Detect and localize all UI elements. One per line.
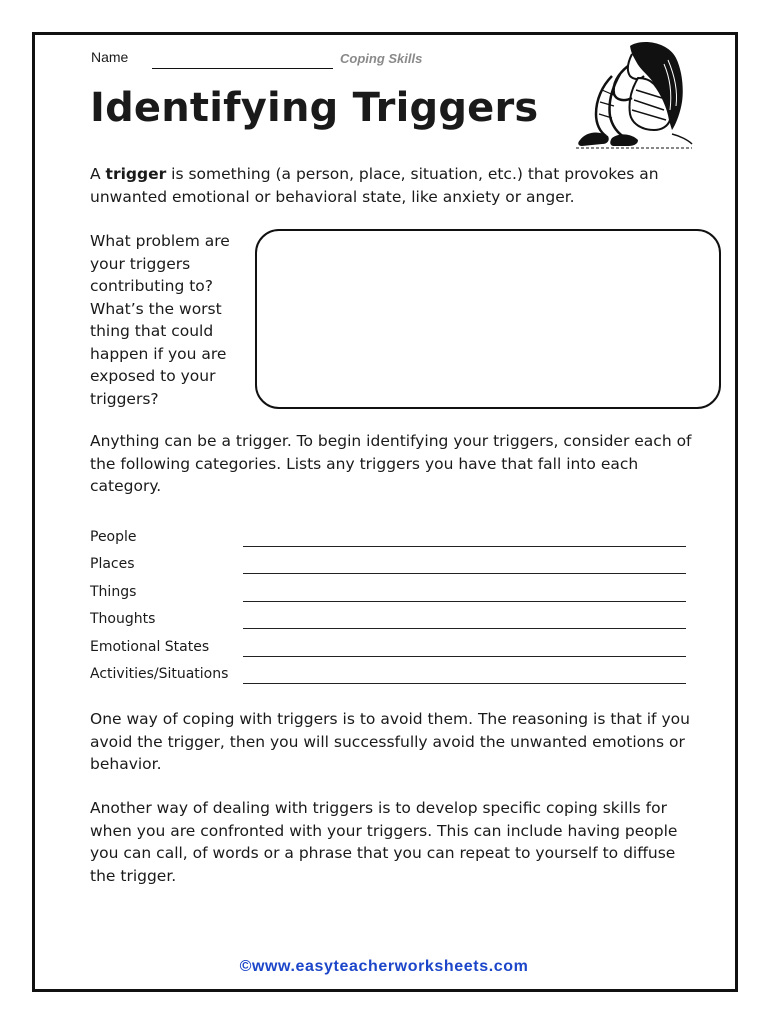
sitting-person-illustration-icon: [572, 40, 694, 152]
page-title: Identifying Triggers: [90, 85, 539, 131]
category-label: Emotional States: [90, 638, 210, 655]
problem-prompt: What problem are your triggers contributing to? What’s the worst thing that could happen if you are exposed to your triggers?: [90, 232, 230, 408]
category-answer-line[interactable]: [243, 601, 686, 602]
category-row-places: [90, 554, 690, 581]
worksheet-category: Coping Skills: [340, 51, 423, 66]
category-row-thoughts: [90, 609, 690, 636]
coping-skills-paragraph: Another way of dealing with triggers is to develop specific coping skills for when you are confronted with your triggers. This can include having people you can call, of words or a phrase that you can repeat to yourself to diffuse the trigger.: [90, 799, 678, 885]
category-answer-line[interactable]: [243, 573, 686, 574]
category-label: People: [90, 529, 137, 545]
category-row-activities-situations: [90, 664, 690, 691]
name-field[interactable]: [152, 68, 333, 69]
category-row-things: [90, 582, 690, 609]
problem-answer-box[interactable]: [255, 229, 721, 409]
category-answer-line[interactable]: [243, 683, 686, 684]
category-row-people: [90, 527, 690, 554]
copyright-footer: ©www.easyteacherworksheets.com: [239, 958, 529, 975]
name-label: Name: [91, 49, 129, 65]
category-label: Things: [90, 583, 137, 600]
trigger-category-list: [90, 527, 690, 691]
category-label: Places: [90, 556, 135, 573]
trigger-term: trigger: [105, 165, 167, 183]
category-label: Thoughts: [90, 611, 156, 628]
category-row-emotional-states: [90, 637, 690, 664]
category-label: Activities/Situations: [90, 665, 229, 682]
categories-instructions: Anything can be a trigger. To begin identifying your triggers, consider each of the following categories. Lists any triggers you have that fall into each category.: [90, 432, 692, 495]
category-answer-line[interactable]: [243, 546, 686, 547]
trigger-definition: A trigger is something (a person, place, situation, etc.) that provokes an unwanted emotional or behavioral state, like anxiety or anger.: [90, 165, 659, 206]
avoidance-paragraph: One way of coping with triggers is to avoid them. The reasoning is that if you avoid the trigger, then you will successfully avoid the unwanted emotions or behavior.: [90, 710, 690, 773]
category-answer-line[interactable]: [243, 656, 686, 657]
category-answer-line[interactable]: [243, 628, 686, 629]
